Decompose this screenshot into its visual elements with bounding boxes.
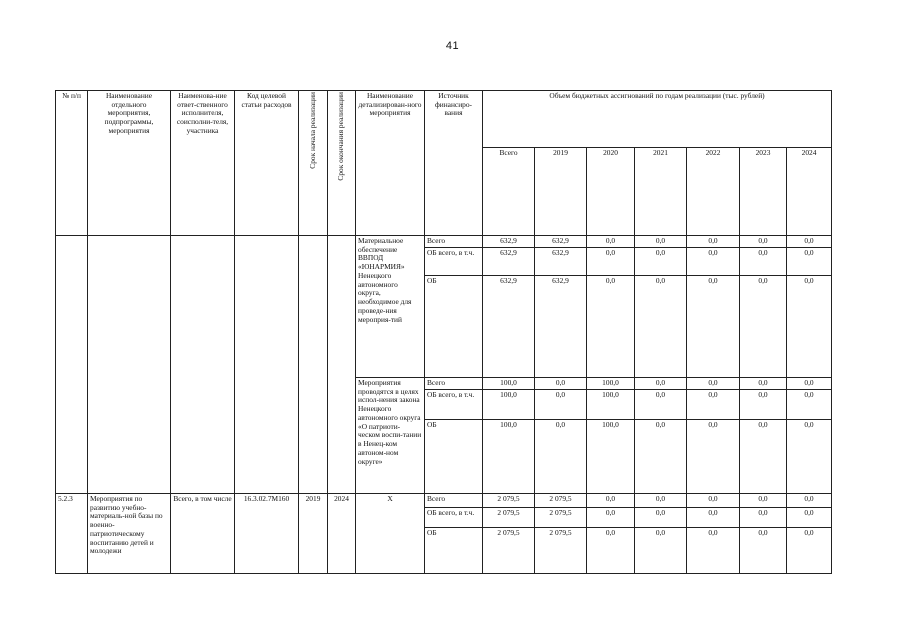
detail-cell: Х [356, 494, 425, 574]
start-cell: 2019 [299, 494, 328, 574]
header-event-name: Наименование отдельного мероприятия, подпрограммы, мероприятия [88, 91, 171, 236]
value-cell: 0,0 [635, 248, 687, 276]
value-cell: 0,0 [787, 378, 832, 390]
header-year: 2023 [740, 148, 787, 236]
value-cell: 2 079,5 [535, 528, 587, 574]
value-cell: 100,0 [587, 420, 635, 494]
value-cell: 0,0 [687, 276, 740, 378]
source-cell: ОБ [425, 276, 483, 378]
value-cell: 0,0 [687, 494, 740, 508]
detail-name: Материальное обеспечение ВВПОД «ЮНАРМИЯ» Ненецкого автономного округа, необходимое для проведе-ния мероприя-тий [356, 236, 425, 378]
value-cell: 0,0 [635, 378, 687, 390]
source-cell: ОБ [425, 420, 483, 494]
value-cell: 0,0 [687, 528, 740, 574]
value-cell: 0,0 [535, 420, 587, 494]
event-name: Мероприятия по развитию учебно-материаль-ной базы по военно-патриотическому воспитанию детей и молодежи [88, 494, 171, 574]
value-cell: 0,0 [587, 248, 635, 276]
value-cell: 0,0 [687, 390, 740, 420]
header-year: 2019 [535, 148, 587, 236]
value-cell: 0,0 [687, 236, 740, 248]
value-cell: 0,0 [635, 420, 687, 494]
table-row [56, 236, 832, 248]
value-cell: 632,9 [483, 276, 535, 378]
table-row [56, 494, 832, 508]
source-cell: ОБ всего, в т.ч. [425, 508, 483, 528]
source-cell: Всего [425, 494, 483, 508]
value-cell: 0,0 [740, 248, 787, 276]
value-cell: 0,0 [740, 390, 787, 420]
value-cell: 0,0 [635, 528, 687, 574]
value-cell: 0,0 [587, 508, 635, 528]
value-cell: 2 079,5 [483, 528, 535, 574]
value-cell: 0,0 [535, 390, 587, 420]
value-cell: 2 079,5 [535, 508, 587, 528]
empty-cell [328, 236, 356, 494]
header-end-label: Срок окончания реализации [336, 92, 346, 181]
header-end [328, 91, 356, 236]
value-cell: 0,0 [687, 420, 740, 494]
value-cell: 100,0 [587, 390, 635, 420]
responsible-cell: Всего, в том числе [171, 494, 235, 574]
header-budget: Объем бюджетных ассигнований по годам реализации (тыс. рублей) [483, 91, 832, 148]
value-cell: 0,0 [635, 236, 687, 248]
value-cell: 0,0 [787, 528, 832, 574]
value-cell: 0,0 [687, 378, 740, 390]
value-cell: 0,0 [787, 420, 832, 494]
value-cell: 0,0 [740, 528, 787, 574]
source-cell: ОБ [425, 528, 483, 574]
value-cell: 100,0 [483, 390, 535, 420]
value-cell: 0,0 [587, 528, 635, 574]
value-cell: 0,0 [635, 494, 687, 508]
value-cell: 2 079,5 [483, 494, 535, 508]
value-cell: 0,0 [635, 276, 687, 378]
header-row [56, 91, 832, 148]
detail-name: Мероприятия проводятся в целях испол-нения закона Ненецкого автономного округа «О патриоти-ческом воспи-тании в Ненец-ком автоном-ном округе» [356, 378, 425, 494]
value-cell: 100,0 [483, 378, 535, 390]
value-cell: 632,9 [483, 236, 535, 248]
value-cell: 0,0 [687, 248, 740, 276]
value-cell: 0,0 [787, 494, 832, 508]
empty-cell [88, 236, 171, 494]
value-cell: 0,0 [740, 494, 787, 508]
value-cell: 100,0 [587, 378, 635, 390]
source-cell: Всего [425, 236, 483, 248]
header-year: 2022 [687, 148, 740, 236]
source-cell: ОБ всего, в т.ч. [425, 248, 483, 276]
budget-table [55, 90, 832, 574]
value-cell: 0,0 [587, 276, 635, 378]
value-cell: 0,0 [535, 378, 587, 390]
row-number: 5.2.3 [56, 494, 88, 574]
value-cell: 0,0 [740, 236, 787, 248]
header-year: 2020 [587, 148, 635, 236]
empty-cell [171, 236, 235, 494]
value-cell: 2 079,5 [483, 508, 535, 528]
value-cell: 0,0 [740, 508, 787, 528]
value-cell: 0,0 [587, 494, 635, 508]
value-cell: 0,0 [787, 276, 832, 378]
header-code: Код целевой статьи расходов [235, 91, 299, 236]
end-cell: 2024 [328, 494, 356, 574]
header-detail: Наименование детализирован-ного мероприятия [356, 91, 425, 236]
value-cell: 632,9 [483, 248, 535, 276]
header-year: 2024 [787, 148, 832, 236]
header-num: № п/п [56, 91, 88, 236]
header-year: 2021 [635, 148, 687, 236]
header-start [299, 91, 328, 236]
value-cell: 0,0 [587, 236, 635, 248]
value-cell: 0,0 [787, 248, 832, 276]
header-start-label: Срок начала реализации [307, 92, 317, 169]
value-cell: 0,0 [687, 508, 740, 528]
value-cell: 0,0 [787, 390, 832, 420]
source-cell: Всего [425, 378, 483, 390]
value-cell: 0,0 [787, 236, 832, 248]
value-cell: 632,9 [535, 236, 587, 248]
header-year: Всего [483, 148, 535, 236]
value-cell: 100,0 [483, 420, 535, 494]
value-cell: 0,0 [740, 378, 787, 390]
page-number: 41 [445, 40, 460, 52]
value-cell: 0,0 [635, 508, 687, 528]
empty-cell [56, 236, 88, 494]
header-source: Источник финансиро-вания [425, 91, 483, 236]
value-cell: 632,9 [535, 248, 587, 276]
code-cell: 16.3.02.7М160 [235, 494, 299, 574]
source-cell: ОБ всего, в т.ч. [425, 390, 483, 420]
header-responsible: Наименова-ние ответ-ственного исполнителя, соисполни-теля, участника [171, 91, 235, 236]
empty-cell [299, 236, 328, 494]
value-cell: 2 079,5 [535, 494, 587, 508]
value-cell: 0,0 [787, 508, 832, 528]
value-cell: 632,9 [535, 276, 587, 378]
value-cell: 0,0 [740, 276, 787, 378]
value-cell: 0,0 [635, 390, 687, 420]
empty-cell [235, 236, 299, 494]
value-cell: 0,0 [740, 420, 787, 494]
